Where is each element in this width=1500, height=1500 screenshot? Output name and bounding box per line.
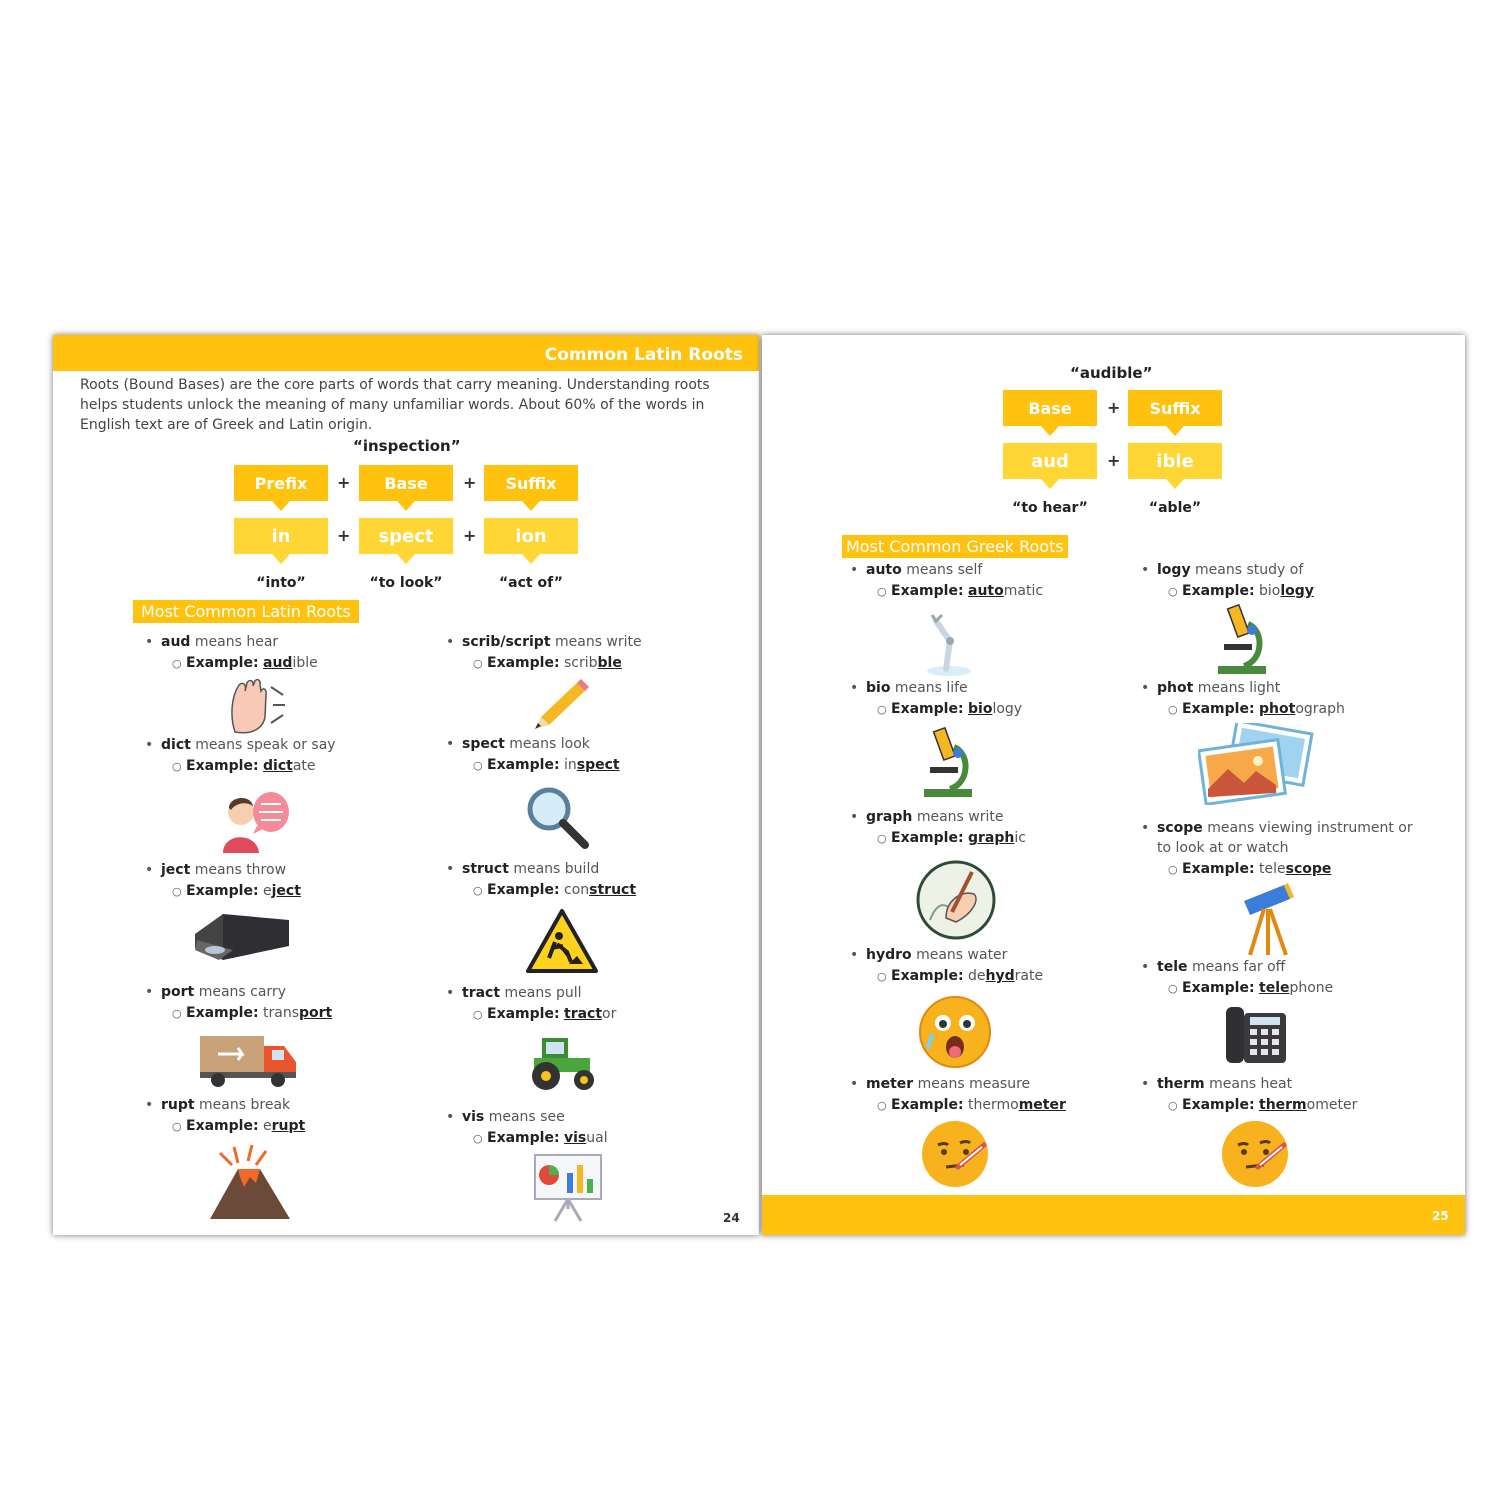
thirsty-emoji-icon: [918, 995, 992, 1073]
construction-sign-icon: [525, 908, 599, 978]
right-page: [762, 335, 1465, 1235]
speaking-person-icon: [221, 788, 293, 857]
diagram-meaning-prefix: “into”: [256, 575, 306, 591]
list-item: • aud means hear ○ Example: audible: [145, 634, 318, 671]
list-item: • tele means far off ○ Example: telephone: [1141, 959, 1334, 996]
diagram-label-prefix: Prefix: [234, 465, 328, 501]
section-label: Most Common Greek Roots: [842, 535, 1068, 558]
footer-bar: [762, 1195, 1465, 1235]
volcano-icon: [208, 1143, 292, 1225]
list-item: • phot means light ○ Example: photograph: [1141, 680, 1345, 717]
page-number: 25: [1432, 1209, 1449, 1223]
diagram-part-suffix: ible: [1128, 443, 1222, 479]
thermometer-emoji-icon: [1220, 1119, 1290, 1193]
list-item: • logy means study of ○ Example: biology: [1141, 562, 1314, 599]
list-item: • scope means viewing instrument or to look at or watch ○ Example: telescope: [1141, 820, 1413, 877]
magnifier-icon: [525, 785, 589, 853]
list-item: • meter means measure ○ Example: thermometer: [850, 1076, 1066, 1113]
diagram-part-prefix: in: [234, 518, 328, 554]
list-item: • hydro means water ○ Example: dehydrate: [850, 947, 1044, 984]
intro-paragraph: Roots (Bound Bases) are the core parts of words that carry meaning. Understanding roots helps students unlock the meaning of many unfamiliar words. About 60% of the words in English text are of Greek and Latin origin.: [80, 377, 710, 433]
plus-sign: +: [1107, 398, 1121, 417]
diagram-part-base: aud: [1003, 443, 1097, 479]
list-item: • port means carry ○ Example: transport: [145, 984, 333, 1021]
diagram-meaning-suffix: “act of”: [498, 575, 563, 591]
list-item: • auto means self ○ Example: automatic: [850, 562, 1044, 599]
plus-sign: +: [337, 526, 351, 545]
diagram-word: “audible”: [1070, 364, 1153, 382]
list-item: • tract means pull ○ Example: tractor: [446, 985, 617, 1022]
list-item: • spect means look ○ Example: inspect: [446, 736, 620, 773]
list-item: • scrib/script means write ○ Example: scribble: [446, 634, 642, 671]
telescope-icon: [1240, 883, 1296, 961]
diagram-label-base: Base: [359, 465, 453, 501]
diagram-part-suffix: ion: [484, 518, 578, 554]
diagram-word: “inspection”: [353, 437, 461, 455]
diagram-meaning-base: “to look”: [369, 575, 443, 591]
hand-ear-icon: [225, 677, 287, 741]
disc-drive-icon: [193, 910, 293, 972]
tractor-icon: [528, 1032, 598, 1096]
microscope-icon: [1214, 600, 1270, 680]
diagram-label-suffix: Suffix: [484, 465, 578, 501]
plus-sign: +: [463, 473, 477, 492]
section-label: Most Common Latin Roots: [133, 600, 359, 623]
plus-sign: +: [463, 526, 477, 545]
diagram-meaning-suffix: “able”: [1148, 500, 1202, 516]
list-item: • struct means build ○ Example: construct: [446, 861, 637, 898]
list-item: • bio means life ○ Example: biology: [850, 680, 1023, 717]
thermometer-emoji-icon: [920, 1119, 990, 1193]
microscope-icon: [920, 723, 976, 803]
diagram-label-suffix: Suffix: [1128, 390, 1222, 426]
list-item: • vis means see ○ Example: visual: [446, 1109, 608, 1146]
plus-sign: +: [337, 473, 351, 492]
plus-sign: +: [1107, 451, 1121, 470]
diagram-meaning-base: “to hear”: [1012, 500, 1088, 516]
list-item: • therm means heat ○ Example: thermometer: [1141, 1076, 1358, 1113]
list-item: • graph means write ○ Example: graphic: [850, 809, 1026, 846]
left-page: [53, 335, 759, 1235]
diagram-label-base: Base: [1003, 390, 1097, 426]
drawing-hand-icon: [916, 860, 996, 944]
list-item: • dict means speak or say ○ Example: dictate: [145, 737, 336, 774]
truck-icon: [198, 1032, 298, 1092]
pencil-icon: [531, 677, 591, 735]
page-title: Common Latin Roots: [544, 345, 743, 365]
header-bar: [53, 335, 759, 371]
photos-icon: [1198, 723, 1314, 809]
page-number: 24: [723, 1211, 740, 1225]
robot-arm-icon: [924, 607, 974, 681]
presentation-chart-icon: [533, 1153, 603, 1227]
list-item: • rupt means break ○ Example: erupt: [145, 1097, 306, 1134]
telephone-icon: [1224, 1003, 1290, 1069]
list-item: • ject means throw ○ Example: eject: [145, 862, 301, 899]
diagram-part-base: spect: [359, 518, 453, 554]
